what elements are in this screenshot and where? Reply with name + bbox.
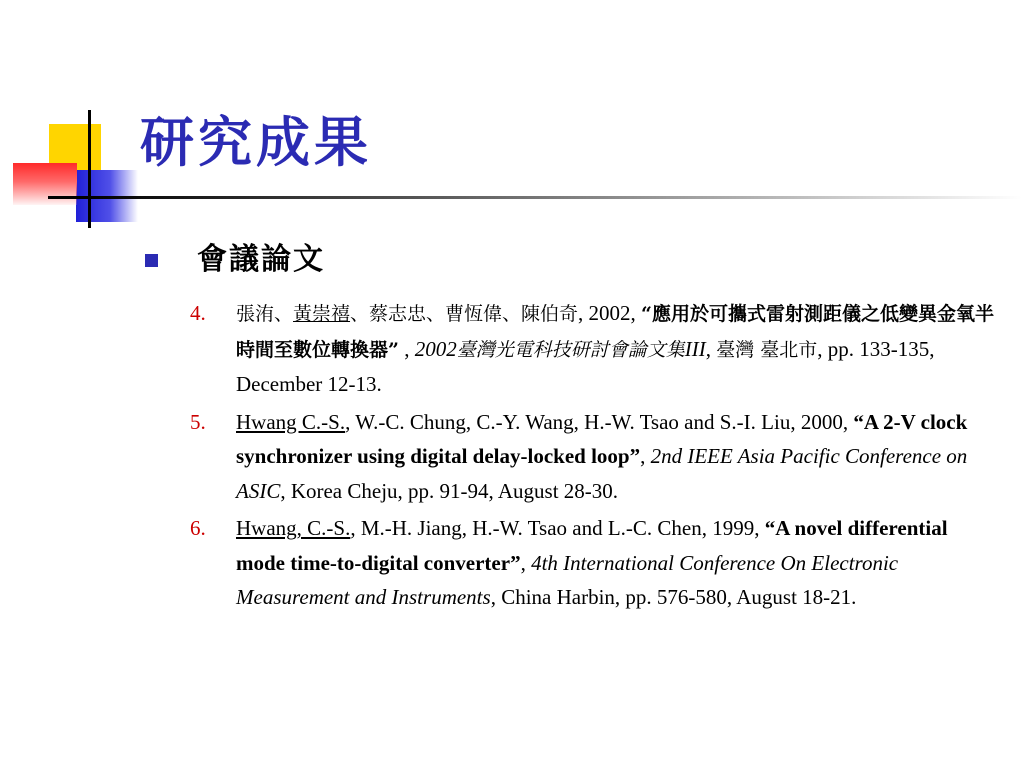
- reference-number: 5.: [190, 409, 206, 434]
- separator: ,: [640, 444, 651, 468]
- title-rule: [90, 196, 1022, 199]
- page-title: 研究成果: [140, 110, 372, 174]
- reference-number: 6.: [190, 516, 206, 540]
- section-heading: [145, 238, 325, 282]
- separator: ,: [520, 550, 532, 575]
- bullet-square-icon: [145, 254, 158, 267]
- paper-title: “應用於可攜式雷射測距儀之低變異金氧半時間至數位轉換器”: [236, 303, 994, 361]
- authors-rest: , M.-H. Jiang, H.-W. Tsao and L.-C. Chen, 1999,: [350, 516, 765, 540]
- separator-2: ,: [705, 336, 717, 361]
- venue-year: 2002: [414, 336, 457, 361]
- highlighted-author: 黃崇禧: [293, 303, 351, 325]
- decorative-logo: [0, 0, 160, 240]
- highlighted-author: Hwang, C.-S.: [236, 516, 351, 540]
- paper-title: “A novel differential mode time-to-digital converter”: [236, 516, 948, 575]
- year: , 2002,: [578, 301, 642, 325]
- venue-volume: III: [684, 336, 706, 361]
- venue: 臺灣光電科技研討會論文集: [456, 338, 685, 361]
- separator: ,: [398, 336, 415, 361]
- reference-number: 4.: [190, 301, 206, 325]
- pages-date: , pp. 133-135, December 12-13.: [236, 336, 935, 396]
- paper-title: “A 2-V clock synchronizer using digital delay-locked loop”: [236, 409, 968, 468]
- authors-rest: , W.-C. Chung, C.-Y. Wang, H.-W. Tsao and S.-I. Liu, 2000,: [345, 409, 854, 434]
- authors: 張洧、: [236, 303, 294, 325]
- reference-item: [190, 296, 996, 402]
- pages-date: , China Harbin, pp. 576-580, August 18-21.: [490, 585, 857, 609]
- section-label: 會議論文: [197, 242, 325, 277]
- reference-item: [190, 405, 996, 509]
- highlighted-author: Hwang C.-S.: [236, 409, 346, 434]
- pages-date: , Korea Cheju, pp. 91-94, August 28-30.: [280, 478, 619, 503]
- authors-rest: 、蔡志忠、曹恆偉、陳伯奇: [350, 303, 579, 325]
- location: 臺灣 臺北市: [716, 338, 818, 361]
- reference-item: [190, 511, 996, 615]
- reference-list: [190, 296, 996, 618]
- vertical-line: [88, 110, 91, 228]
- venue: 4th International Conference On Electronic Measurement and Instruments: [236, 550, 899, 609]
- venue: 2nd IEEE Asia Pacific Conference on ASIC: [236, 444, 968, 503]
